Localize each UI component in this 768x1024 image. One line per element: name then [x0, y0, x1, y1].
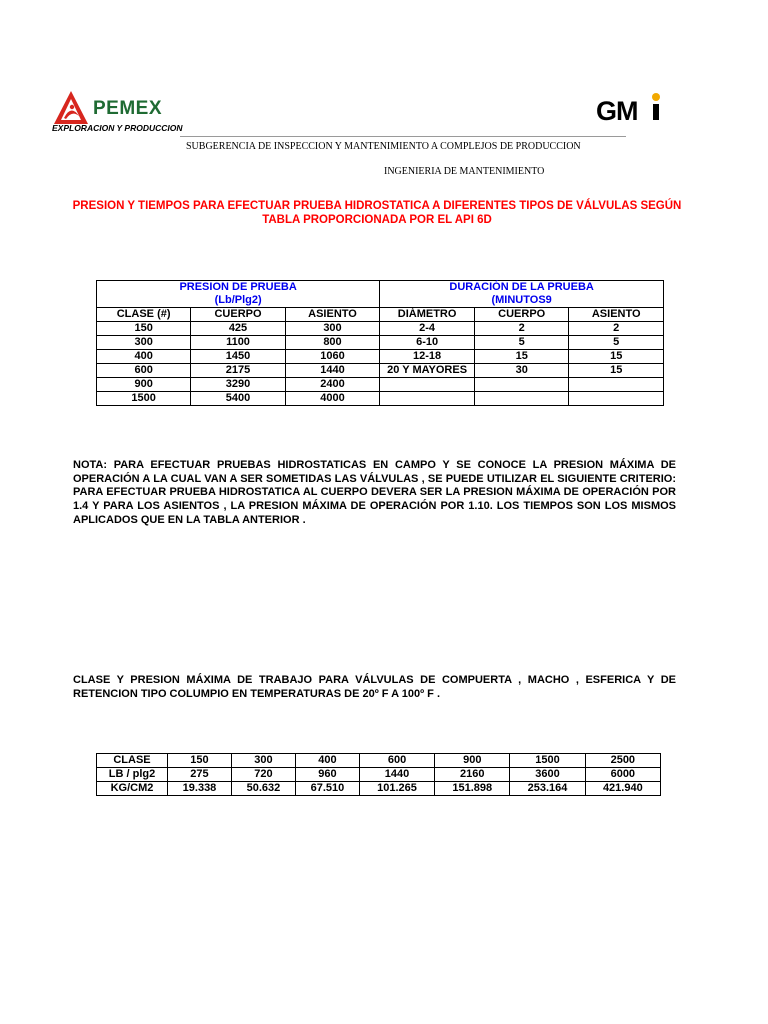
table-cell: 3600	[510, 768, 585, 782]
table-cell: 425	[191, 322, 285, 336]
table-cell: 253.164	[510, 782, 585, 796]
document-title: PRESION Y TIEMPOS PARA EFECTUAR PRUEBA HIDROSTATICA A DIFERENTES TIPOS DE VÁLVULAS SEGÚN TABLA PROPORCIONADA POR EL API 6D	[72, 200, 682, 226]
column-header: CUERPO	[191, 308, 285, 322]
table-cell: 150	[168, 754, 232, 768]
table-cell: 600	[359, 754, 434, 768]
column-header: ASIENTO	[285, 308, 380, 322]
column-header: ASIENTO	[569, 308, 664, 322]
table-column-header-row	[97, 308, 664, 322]
row-header: KG/CM2	[97, 782, 168, 796]
max-pressure-table	[96, 753, 661, 796]
table-cell: 30	[474, 364, 568, 378]
table-cell: 600	[97, 364, 191, 378]
table-cell: 1100	[191, 336, 285, 350]
pemex-wordmark: PEMEX	[93, 98, 163, 119]
pemex-logo	[52, 88, 183, 136]
table-cell: 3290	[191, 378, 285, 392]
table-cell: 960	[295, 768, 359, 782]
table-cell: 6000	[585, 768, 660, 782]
header-divider	[180, 136, 626, 137]
table-row	[97, 336, 664, 350]
duration-group-title: DURACIÓN DE LA PRUEBA	[449, 281, 594, 293]
table-cell: 800	[285, 336, 380, 350]
department-heading: INGENIERIA DE MANTENIMIENTO	[384, 166, 545, 177]
table-cell: 421.940	[585, 782, 660, 796]
table-cell: 4000	[285, 392, 380, 406]
column-header: CUERPO	[474, 308, 568, 322]
table-cell: 900	[435, 754, 510, 768]
row-header: CLASE	[97, 754, 168, 768]
table-row	[97, 768, 661, 782]
table-cell: 5	[569, 336, 664, 350]
table-cell: 12-18	[380, 350, 475, 364]
table-cell: 5	[474, 336, 568, 350]
table-cell: 275	[168, 768, 232, 782]
table-cell: 720	[231, 768, 295, 782]
table-cell: 1500	[510, 754, 585, 768]
table-cell: 1440	[359, 768, 434, 782]
table-row	[97, 350, 664, 364]
pemex-eagle-icon	[52, 90, 90, 126]
table-cell: 2	[474, 322, 568, 336]
table-cell: 2400	[285, 378, 380, 392]
table-cell	[474, 392, 568, 406]
table-cell: 400	[97, 350, 191, 364]
table-cell: 20 Y MAYORES	[380, 364, 475, 378]
table-row	[97, 782, 661, 796]
table-cell: 15	[569, 350, 664, 364]
column-header: CLASE (#)	[97, 308, 191, 322]
svg-text:GM: GM	[596, 96, 638, 124]
section2-heading: CLASE Y PRESION MÁXIMA DE TRABAJO PARA VÁLVULAS DE COMPUERTA , MACHO , ESFERICA Y DE RETENCION TIPO COLUMPIO EN TEMPERATURAS DE 20º F A 100º F .	[73, 674, 676, 700]
duration-group-unit: (MINUTOS9	[491, 294, 552, 306]
table-cell: 2500	[585, 754, 660, 768]
column-header: DIÁMETRO	[380, 308, 475, 322]
table-cell: 300	[285, 322, 380, 336]
table-cell: 101.265	[359, 782, 434, 796]
table-cell: 300	[231, 754, 295, 768]
pressure-group-title: PRESION DE PRUEBA	[179, 281, 297, 293]
pressure-group-unit: (Lb/Plg2)	[214, 294, 262, 306]
table-cell: 19.338	[168, 782, 232, 796]
table-cell	[569, 392, 664, 406]
table-row	[97, 754, 661, 768]
table-cell: 900	[97, 378, 191, 392]
pressure-group-header	[97, 281, 380, 308]
table-cell	[380, 392, 475, 406]
table-cell: 1060	[285, 350, 380, 364]
table-row	[97, 378, 664, 392]
table-cell: 67.510	[295, 782, 359, 796]
table-cell: 15	[569, 364, 664, 378]
gmi-logo	[596, 92, 666, 124]
table-cell: 2175	[191, 364, 285, 378]
duration-group-header	[380, 281, 664, 308]
table-cell: 2160	[435, 768, 510, 782]
table-cell: 400	[295, 754, 359, 768]
row-header: LB / plg2	[97, 768, 168, 782]
table-cell: 1440	[285, 364, 380, 378]
table-cell: 50.632	[231, 782, 295, 796]
table-cell: 5400	[191, 392, 285, 406]
table-cell: 2	[569, 322, 664, 336]
table-cell: 1450	[191, 350, 285, 364]
test-pressure-table	[96, 280, 664, 406]
table-cell: 151.898	[435, 782, 510, 796]
table-cell: 15	[474, 350, 568, 364]
table-cell	[569, 378, 664, 392]
criteria-note: NOTA: PARA EFECTUAR PRUEBAS HIDROSTATICAS EN CAMPO Y SE CONOCE LA PRESION MÁXIMA DE OPERACIÓN A LA CUAL VAN A SER SOMETIDAS LAS VÁLVULAS , SE PUEDE UTILIZAR EL SIGUIENTE CRITERIO: PARA EFECTUAR PRUEBA HIDROSTATICA AL CUERPO DEVERA SER LA PRESION MÁXIMA DE OPERACIÓN POR 1.4 Y PARA LOS ASIENTOS , LA PRESION MÁXIMA DE OPERACIÓN POR 1.10. LOS TIEMPOS SON LOS MISMOS APLICADOS QUE EN LA TABLA ANTERIOR .	[73, 459, 676, 526]
table-row	[97, 322, 664, 336]
table-cell: 2-4	[380, 322, 475, 336]
subgerencia-heading: SUBGERENCIA DE INSPECCION Y MANTENIMIENTO A COMPLEJOS DE PRODUCCION	[186, 141, 581, 152]
table-cell	[474, 378, 568, 392]
table-group-header-row	[97, 281, 664, 308]
table-cell: 150	[97, 322, 191, 336]
table-cell	[380, 378, 475, 392]
table-row	[97, 364, 664, 378]
table-row	[97, 392, 664, 406]
table-cell: 300	[97, 336, 191, 350]
table-cell: 6-10	[380, 336, 475, 350]
table-cell: 1500	[97, 392, 191, 406]
pemex-subtitle: EXPLORACION Y PRODUCCION	[52, 123, 183, 133]
